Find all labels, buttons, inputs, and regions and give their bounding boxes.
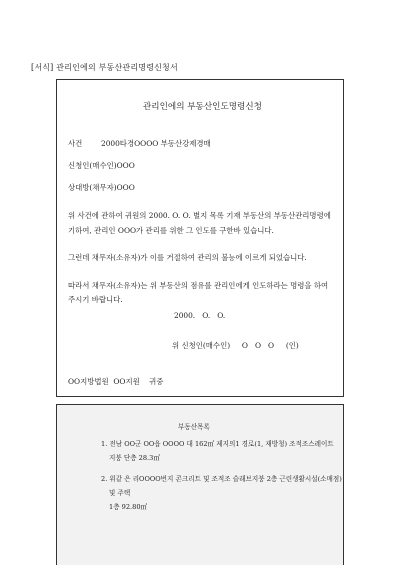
applicant-line: 신청인(매수인)OOO <box>68 161 135 170</box>
property-item-2-line-1: 2. 위같 은 리OOOO번지 콘크리트 및 조적조 슬래브지붕 2층 근린생활시설(소매점) <box>101 475 342 483</box>
date-line: 2000. O. O. <box>174 311 226 320</box>
body-paragraph-3-line-1: 따라서 채무자(소유자)는 위 부동산의 점유를 관리인에게 인도하라는 명령을 하여 <box>68 281 329 290</box>
body-paragraph-1-line-1: 위 사건에 관하여 귀원의 2000. O. O. 별지 목록 기재 부동산의 부동산관리명령에 <box>68 211 331 220</box>
body-paragraph-2: 그런데 채무자(소유자)가 이를 거절하여 관리의 불능에 이르게 되었습니다. <box>68 253 307 262</box>
case-label: 사건 <box>68 139 83 148</box>
property-item-2-line-3: 1층 92.80㎡ <box>109 503 148 511</box>
property-item-1-line-2: 지붕 단층 28.3㎡ <box>109 454 160 462</box>
form-title: 관리인에의 부동산인도명령신청 <box>143 102 262 112</box>
application-form-box <box>56 79 344 397</box>
case-value: 2000타경OOOO 부동산강제경매 <box>101 139 211 148</box>
property-list-title: 부동산목록 <box>178 423 210 431</box>
property-list-box <box>56 404 344 565</box>
signer-line: 위 신청인(매수인) O O O (인) <box>172 341 299 350</box>
body-paragraph-3-line-2: 주시기 바랍니다. <box>68 295 123 304</box>
court-line: OO지방법원 OO지원 귀중 <box>68 377 164 386</box>
property-item-2-line-2: 및 주택 <box>109 489 131 497</box>
body-paragraph-1-line-2: 기하여, 관리인 OOO가 관리를 위한 그 인도를 구한바 있습니다. <box>68 226 274 235</box>
form-caption: [서식] 관리인에의 부동산관리명령신청서 <box>31 63 178 72</box>
respondent-line: 상대방(채무자)OOO <box>68 183 135 192</box>
property-item-1-line-1: 1. 전남 OO군 OO읍 OOOO 대 162㎡ 제지의1 경로(1, 재방청) 조적조스레이트 <box>101 440 334 448</box>
